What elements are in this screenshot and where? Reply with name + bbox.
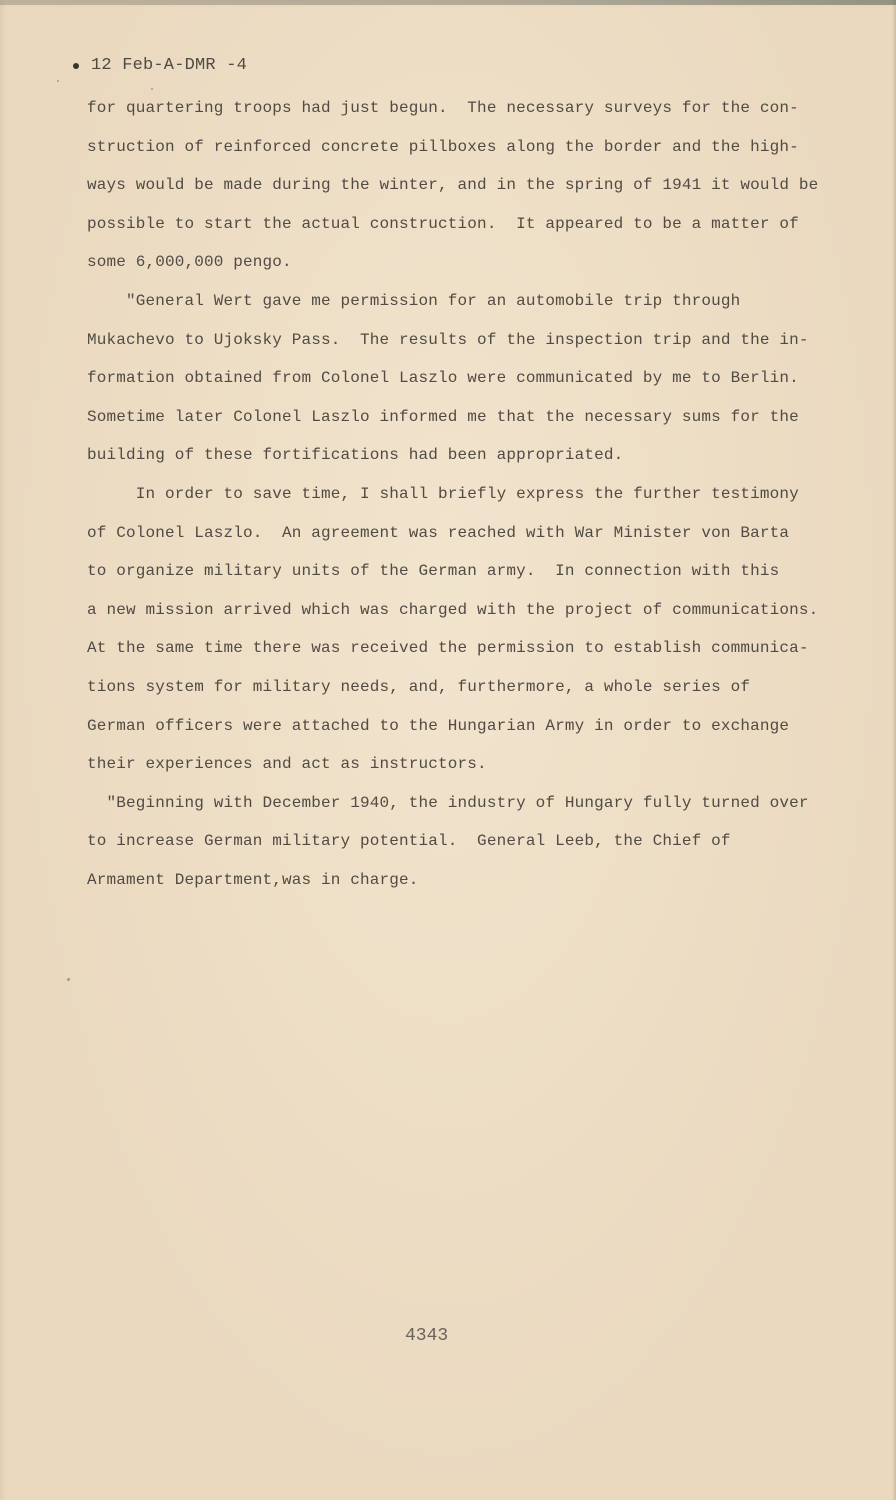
text-line: struction of reinforced concrete pillboxes along the border and the high- xyxy=(87,137,799,156)
text-line: to increase German military potential. General Leeb, the Chief of xyxy=(87,832,731,851)
text-line: "General Wert gave me permission for an automobile trip through xyxy=(87,291,741,310)
scan-top-edge xyxy=(0,0,896,5)
text-line: Sometime later Colonel Laszlo informed me that the necessary sums for the xyxy=(87,407,799,426)
text-line: building of these fortifications had been appropriated. xyxy=(87,446,624,465)
text-line: to organize military units of the German army. In connection with this xyxy=(87,562,780,581)
page-number: 4343 xyxy=(405,1326,449,1346)
text-line: German officers were attached to the Hungarian Army in order to exchange xyxy=(87,716,790,735)
paper-speck xyxy=(57,80,59,82)
scan-right-edge xyxy=(892,0,896,1500)
paper-speck xyxy=(151,88,153,90)
text-line: of Colonel Laszlo. An agreement was reached with War Minister von Barta xyxy=(87,523,790,542)
bullet-mark xyxy=(73,63,79,69)
text-line: some 6,000,000 pengo. xyxy=(87,253,292,272)
text-line: tions system for military needs, and, furthermore, a whole series of xyxy=(87,677,751,696)
paper-speck xyxy=(67,978,70,981)
text-line: Mukachevo to Ujoksky Pass. The results of the inspection trip and the in- xyxy=(87,330,809,349)
text-line: "Beginning with December 1940, the industry of Hungary fully turned over xyxy=(87,793,809,812)
text-line: a new mission arrived which was charged with the project of communications. xyxy=(87,600,819,619)
text-line: ways would be made during the winter, and in the spring of 1941 it would be xyxy=(87,176,819,195)
text-line: In order to save time, I shall briefly express the further testimony xyxy=(87,484,799,503)
text-line: Armament Department,was in charge. xyxy=(87,870,419,889)
text-line: their experiences and act as instructors. xyxy=(87,755,487,774)
page-reference-header: 12 Feb-A-DMR -4 xyxy=(91,56,248,75)
text-line: possible to start the actual construction. It appeared to be a matter of xyxy=(87,214,799,233)
text-line: At the same time there was received the permission to establish communica- xyxy=(87,639,809,658)
document-body xyxy=(87,96,822,906)
text-line: formation obtained from Colonel Laszlo were communicated by me to Berlin. xyxy=(87,369,799,388)
text-line: for quartering troops had just begun. The necessary surveys for the con- xyxy=(87,99,799,117)
